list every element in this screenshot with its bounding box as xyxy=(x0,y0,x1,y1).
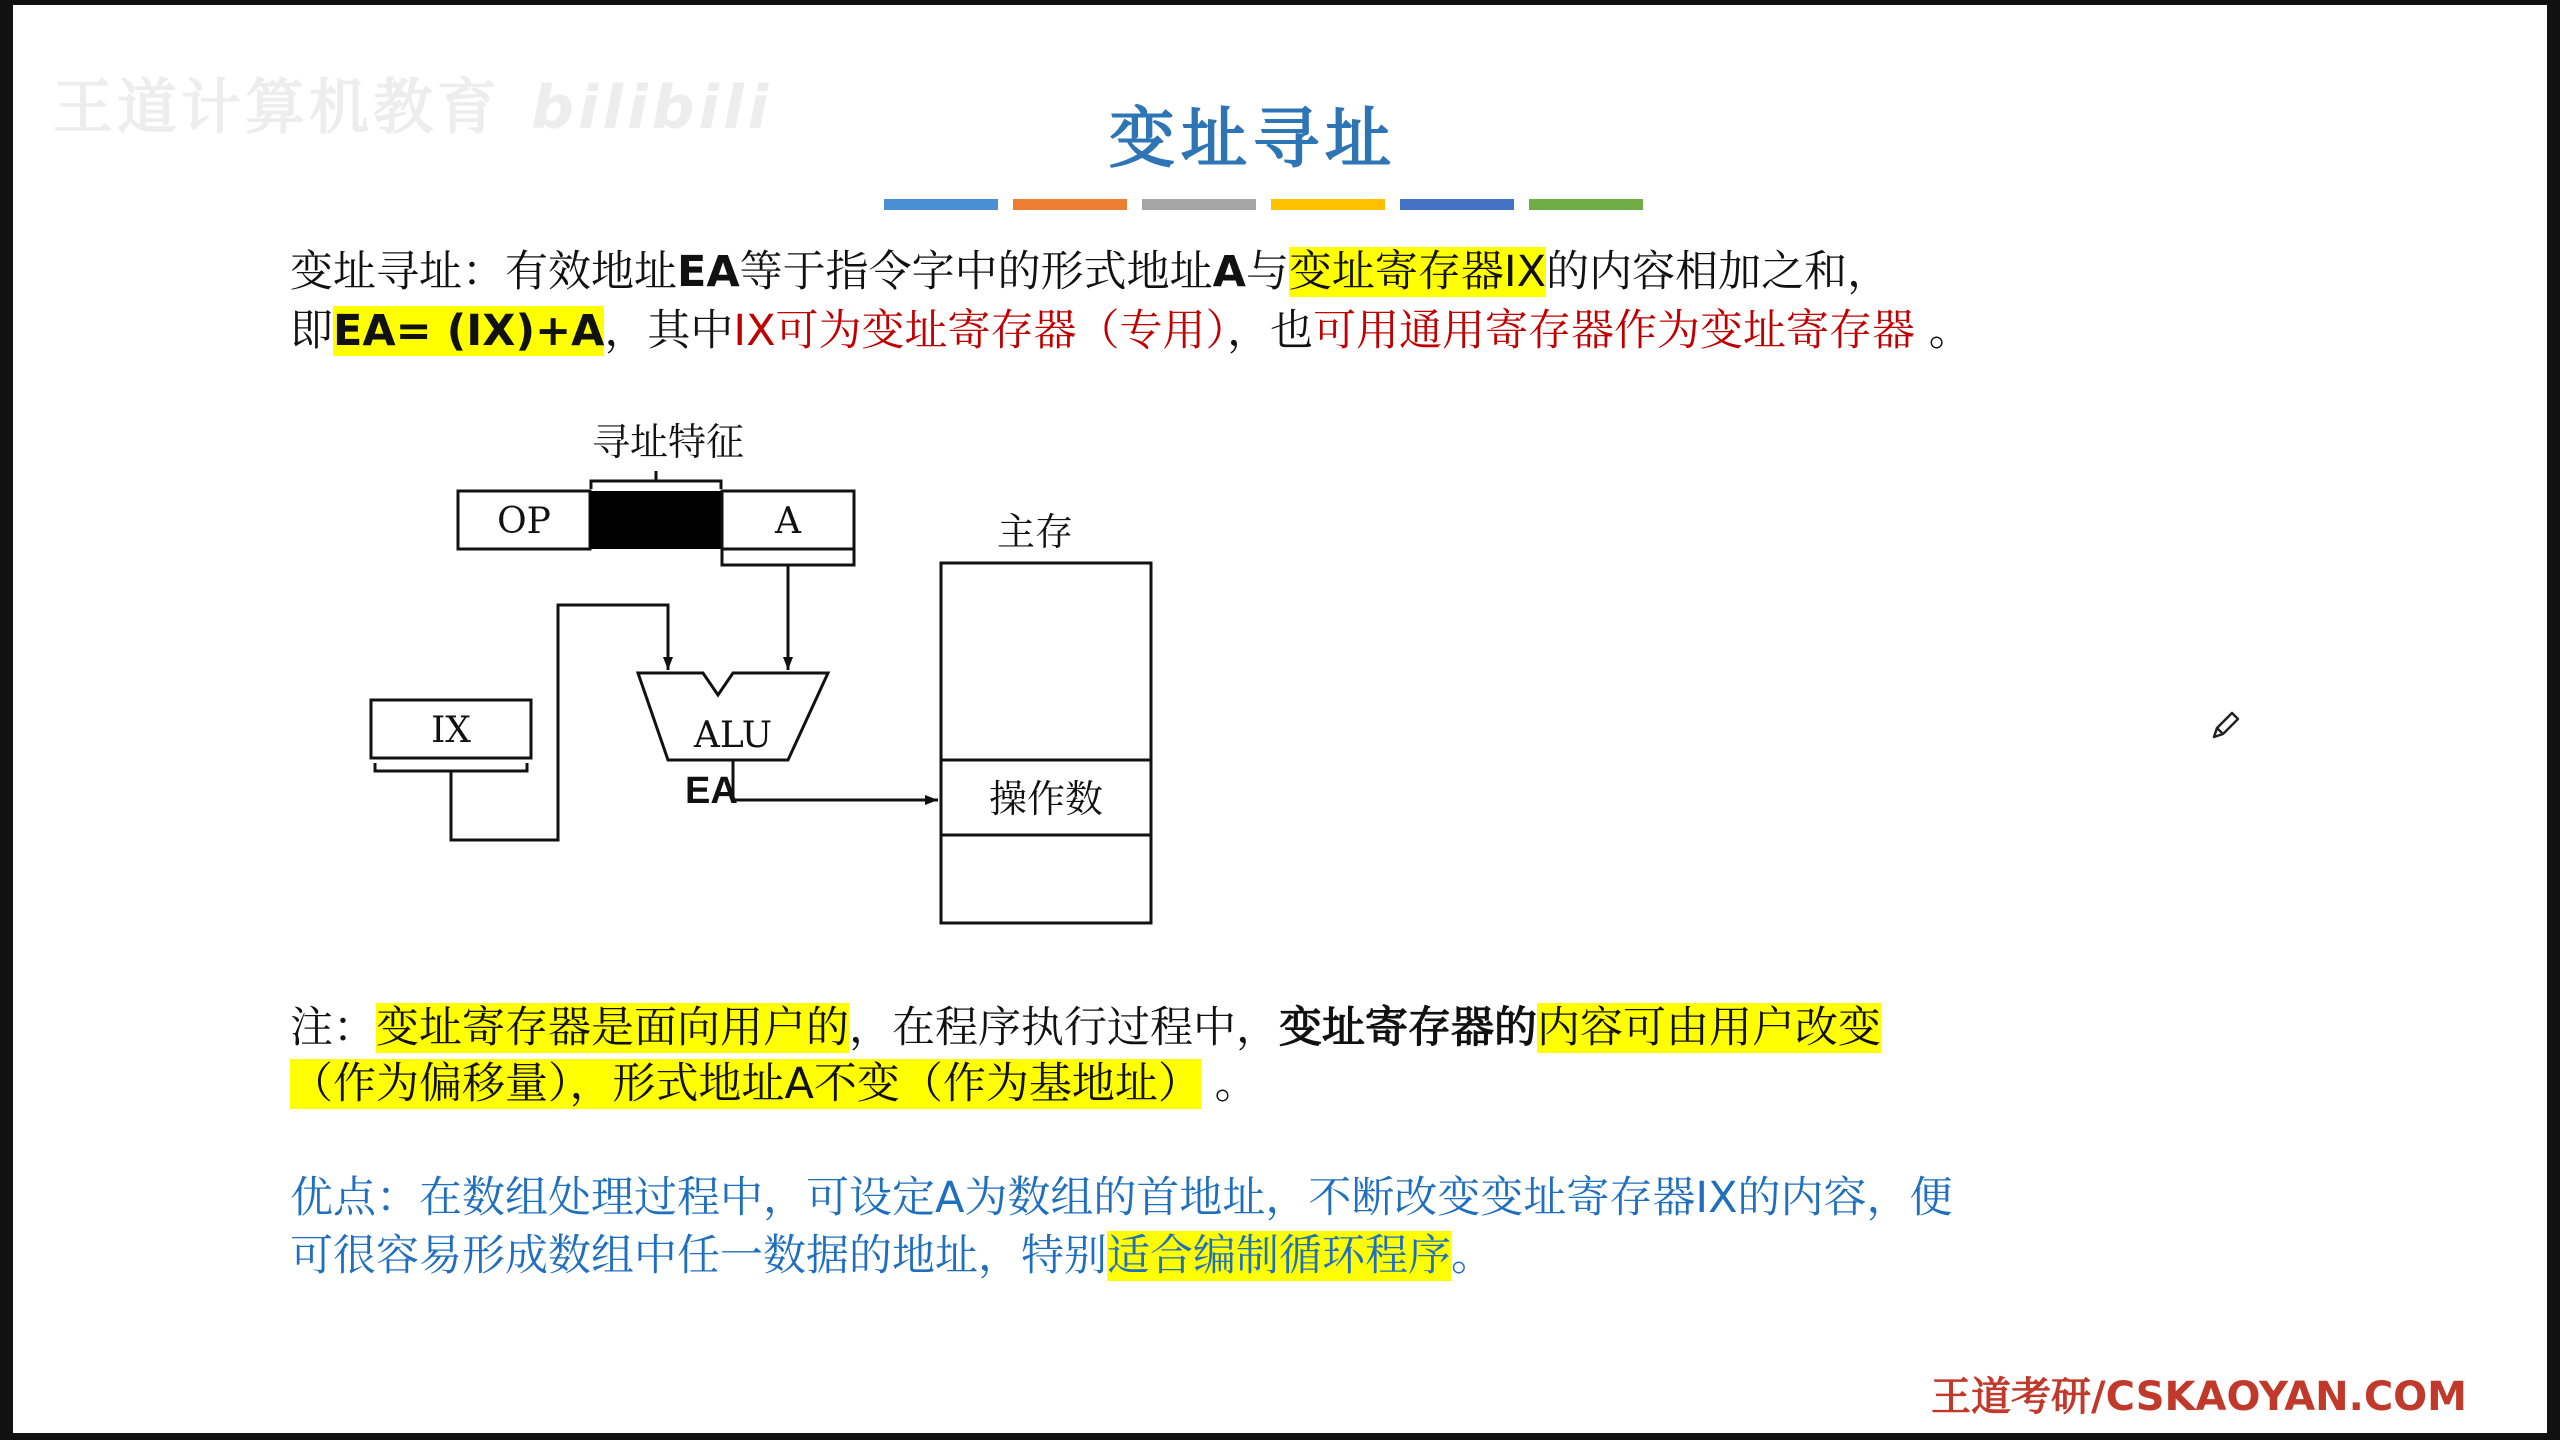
def-text: 与 xyxy=(1245,247,1289,297)
feature-field xyxy=(590,491,722,549)
def-formula: EA= (IX)+A xyxy=(333,306,605,356)
def-text: ，其中 xyxy=(604,306,734,356)
page-title: 变址寻址 xyxy=(1109,100,1397,177)
operand-label: 操作数 xyxy=(988,777,1104,821)
ix-label: IX xyxy=(431,710,471,751)
a-to-alu-line xyxy=(722,549,854,670)
advantage-line-1: 优点：在数组处理过程中，可设定A为数组的首地址，不断改变变址寄存器IX的内容，便 xyxy=(290,1173,1953,1223)
a-label: A xyxy=(775,501,801,542)
def-a: A xyxy=(1212,247,1246,297)
alu-label: ALU xyxy=(693,715,773,756)
note-highlight: 内容可由用户改变 xyxy=(1537,1003,1881,1053)
note-line-2 xyxy=(290,1055,1258,1114)
def-ix-dedicated: IX可为变址寄存器（专用） xyxy=(733,306,1228,356)
def-text: 变址寻址：有效地址 xyxy=(290,247,677,297)
def-highlight-ix: 变址寄存器IX xyxy=(1288,247,1547,297)
note-bold: 变址寄存器的 xyxy=(1279,1003,1537,1053)
ix-brace xyxy=(375,763,527,781)
op-label: OP xyxy=(497,501,551,542)
main-memory xyxy=(941,563,1151,923)
def-text: 的内容相加之和， xyxy=(1546,247,1891,297)
def-text: 等于指令字中的形式地址 xyxy=(739,247,1213,297)
slide xyxy=(13,5,2547,1433)
note-highlight: （作为偏移量），形式地址A不变（作为基地址） xyxy=(290,1059,1201,1109)
feature-brace xyxy=(591,471,721,489)
def-text: 即 xyxy=(290,306,333,356)
watermark-site: bilibili xyxy=(531,73,773,143)
advantage-text: 。 xyxy=(1451,1231,1494,1281)
note-line-1 xyxy=(290,999,1881,1058)
def-ea: EA xyxy=(677,247,740,297)
def-text: 。 xyxy=(1915,306,1972,356)
note-text: 注： xyxy=(290,1003,376,1053)
pencil-icon[interactable] xyxy=(2208,707,2244,743)
advantage-line-2 xyxy=(290,1227,1494,1286)
ea-label: EA xyxy=(685,770,738,812)
note-text: ，在程序执行过程中， xyxy=(849,1003,1279,1053)
def-general-register: 可用通用寄存器作为变址寄存器 xyxy=(1313,306,1916,356)
watermark-brand: 王道计算机教育 xyxy=(53,73,501,143)
def-text: ，也 xyxy=(1227,306,1314,356)
note-text: 。 xyxy=(1200,1059,1258,1109)
advantage-text: 可很容易形成数组中任一数据的地址，特别 xyxy=(290,1231,1107,1281)
memory-label: 主存 xyxy=(996,510,1074,554)
note-highlight: 变址寄存器是面向用户的 xyxy=(376,1003,849,1053)
ea-arrow xyxy=(733,760,938,800)
footer-brand: 王道考研/CSKAOYAN.COM xyxy=(1931,1374,2467,1420)
advantage-highlight: 适合编制循环程序 xyxy=(1107,1231,1451,1281)
addressing-feature-label: 寻址特征 xyxy=(591,420,745,464)
